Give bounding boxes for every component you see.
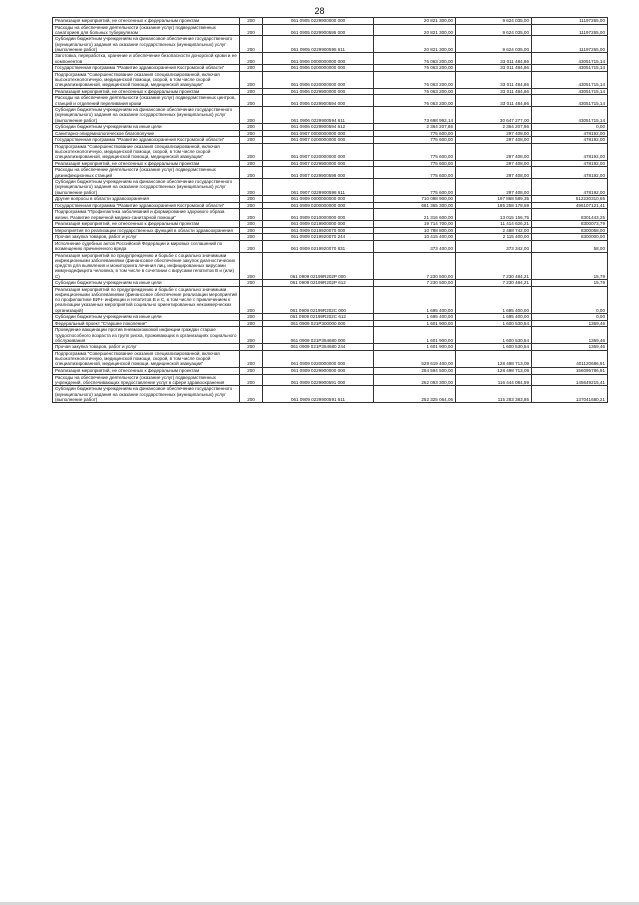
code-cell: 200 xyxy=(240,65,263,72)
expense-name-cell: Реализация мероприятий, не отнесенных к федеральным проектам xyxy=(53,18,240,25)
unexecuted-amount-cell: 478192,00 xyxy=(532,137,608,144)
expense-name-cell: Прочая закупка товаров, работ и услуг xyxy=(53,344,240,351)
approved-amount-cell: 775 600,00 xyxy=(374,143,456,160)
expense-name-cell: Расходы на обеспечение деятельности (оказание услуг) подведомственных санаториев для больных туберкулезом xyxy=(53,24,240,36)
unexecuted-amount-cell: 8300000,00 xyxy=(532,234,608,241)
code-cell: 200 xyxy=(240,221,263,228)
expense-name-cell: Субсидии бюджетным учреждениям на финансовое обеспечение государственного (муниципального) задания на оказание государственных (муниципальных) услуг (выполнение работ) xyxy=(53,386,240,403)
expense-name-cell: Реализация мероприятий по предупреждению и борьбе с социально значимыми инфекционными заболеваниями (финансовое обеспечение закупок диагностических средств для выявления и мониторинга лечения лиц, инфицированных вирусами иммунодефицита человека, в том числе в сочетании с вирусами гепатитов В и (или) С) xyxy=(53,252,240,280)
table-row xyxy=(53,65,608,72)
expense-name-cell: Государственная программа "Развитие здравоохранения Костромской области" xyxy=(53,65,240,72)
expense-name-cell: Исполнение судебных актов Российской Федерации и мировых соглашений по возмещению причиненного вреда xyxy=(53,240,240,252)
expense-name-cell: Санитарно-эпидемиологическое благополучие xyxy=(53,130,240,137)
executed-amount-cell: 1 600 530,54 xyxy=(456,344,532,351)
page-number: 28 xyxy=(314,6,325,16)
expense-name-cell: Расходы на обеспечение деятельности (оказание услуг) подведомственных учреждений, обеспечивающих предоставление услуг в сфере здравоохранения xyxy=(53,374,240,386)
unexecuted-amount-cell: 43051715,14 xyxy=(532,71,608,88)
code-cell: 200 xyxy=(240,71,263,88)
approved-amount-cell: 76 063 200,00 xyxy=(374,71,456,88)
table-row xyxy=(53,314,608,321)
table-row xyxy=(53,130,608,137)
expense-name-cell: Реализация мероприятий, не отнесенных к федеральным проектам xyxy=(53,367,240,374)
approved-amount-cell: 775 600,00 xyxy=(374,130,456,137)
expense-name-cell: Реализация мероприятий, не отнесенных к федеральным проектам xyxy=(53,221,240,228)
budget-code-cell: 061 0909 0219920070 831 xyxy=(263,240,374,252)
approved-amount-cell: 20 821 300,00 xyxy=(374,36,456,53)
unexecuted-amount-cell: 58,00 xyxy=(532,240,608,252)
executed-amount-cell: 1 600 530,54 xyxy=(456,327,532,344)
unexecuted-amount-cell: 478192,00 xyxy=(532,179,608,196)
executed-amount-cell: 1 695 400,00 xyxy=(456,286,532,314)
executed-amount-cell: 7 230 484,21 xyxy=(456,252,532,280)
executed-amount-cell: 1 600 530,54 xyxy=(456,320,532,327)
budget-code-cell: 061 0907 0229900000 000 xyxy=(263,160,374,167)
code-cell: 200 xyxy=(240,234,263,241)
approved-amount-cell: 2 364 207,86 xyxy=(374,124,456,131)
table-row xyxy=(53,240,608,252)
budget-code-cell: 061 0905 0229900000 000 xyxy=(263,18,374,25)
code-cell: 200 xyxy=(240,374,263,386)
unexecuted-amount-cell: 145649215,41 xyxy=(532,374,608,386)
budget-code-cell: 061 0909 0220000000 000 xyxy=(263,350,374,367)
table-row xyxy=(53,386,608,403)
code-cell: 200 xyxy=(240,18,263,25)
code-cell: 200 xyxy=(240,252,263,280)
executed-amount-cell: 11 414 626,21 xyxy=(456,221,532,228)
approved-amount-cell: 252 325 064,06 xyxy=(374,386,456,403)
code-cell: 200 xyxy=(240,286,263,314)
code-cell: 200 xyxy=(240,124,263,131)
budget-code-cell: 061 0907 0000000000 000 xyxy=(263,130,374,137)
executed-amount-cell: 2 488 742,00 xyxy=(456,227,532,234)
unexecuted-amount-cell: 137041680,21 xyxy=(532,386,608,403)
budget-code-cell: 061 0906 0000000000 000 xyxy=(263,53,374,65)
unexecuted-amount-cell: 156095786,91 xyxy=(532,367,608,374)
expense-name-cell: Субсидии бюджетным учреждениям на финансовое обеспечение государственного (муниципального) задания на оказание государственных (муниципальных) услуг (выполнение работ) xyxy=(53,179,240,196)
table-row xyxy=(53,24,608,36)
table-row xyxy=(53,124,608,131)
table-row xyxy=(53,234,608,241)
code-cell: 200 xyxy=(240,202,263,209)
unexecuted-amount-cell: 478192,00 xyxy=(532,167,608,179)
executed-amount-cell: 33 011 484,86 xyxy=(456,71,532,88)
code-cell: 200 xyxy=(240,137,263,144)
approved-amount-cell: 775 600,00 xyxy=(374,160,456,167)
budget-code-cell: 061 0909 0229900591 611 xyxy=(263,386,374,403)
unexecuted-amount-cell: 43051715,14 xyxy=(532,107,608,124)
executed-amount-cell: 115 283 383,85 xyxy=(456,386,532,403)
budget-code-cell: 061 0906 0220000000 000 xyxy=(263,71,374,88)
expense-name-cell: Федеральный проект "Старшее поколение" xyxy=(53,320,240,327)
executed-amount-cell: 33 011 484,86 xyxy=(456,53,532,65)
budget-code-cell: 061 0909 0219920070 244 xyxy=(263,234,374,241)
expense-name-cell: Субсидии бюджетным учреждениям на иные цели xyxy=(53,314,240,321)
approved-amount-cell: 76 063 200,00 xyxy=(374,65,456,72)
budget-code-cell: 061 0909 02199R202Р 612 xyxy=(263,280,374,287)
executed-amount-cell: 297 408,00 xyxy=(456,179,532,196)
approved-amount-cell: 76 063 200,00 xyxy=(374,88,456,95)
code-cell: 200 xyxy=(240,36,263,53)
budget-code-cell: 061 0909 0000000000 000 xyxy=(263,196,374,203)
code-cell: 200 xyxy=(240,327,263,344)
table-row xyxy=(53,227,608,234)
table-row xyxy=(53,196,608,203)
expense-name-cell: Государственная программа "Развитие здравоохранения Костромской области" xyxy=(53,137,240,144)
table-row xyxy=(53,18,608,25)
code-cell: 200 xyxy=(240,320,263,327)
budget-code-cell: 061 0907 0200000000 000 xyxy=(263,137,374,144)
approved-amount-cell: 775 600,00 xyxy=(374,167,456,179)
table-row xyxy=(53,286,608,314)
unexecuted-amount-cell: 478192,00 xyxy=(532,160,608,167)
unexecuted-amount-cell: 1369,46 xyxy=(532,327,608,344)
executed-amount-cell: 30 647 277,00 xyxy=(456,107,532,124)
expense-name-cell: Субсидии бюджетным учреждениям на финансовое обеспечение государственного (муниципального) задания на оказание государственных (муниципальных) услуг (выполнение работ) xyxy=(53,36,240,53)
budget-code-cell: 061 0909 0229900000 000 xyxy=(263,367,374,374)
expense-name-cell: Расходы на обеспечение деятельности (оказание услуг) подведомственных центров, станций и отделений переливания крови xyxy=(53,95,240,107)
code-cell: 200 xyxy=(240,367,263,374)
approved-amount-cell: 775 600,00 xyxy=(374,137,456,144)
approved-amount-cell: 373 400,00 xyxy=(374,240,456,252)
table-row xyxy=(53,252,608,280)
budget-code-cell: 061 0907 0229900598 000 xyxy=(263,167,374,179)
table-row xyxy=(53,344,608,351)
executed-amount-cell: 297 408,00 xyxy=(456,130,532,137)
code-cell: 200 xyxy=(240,209,263,221)
unexecuted-amount-cell: 43051715,14 xyxy=(532,53,608,65)
approved-amount-cell: 1 695 400,00 xyxy=(374,286,456,314)
budget-code-cell: 061 0906 0200000000 000 xyxy=(263,65,374,72)
code-cell: 200 xyxy=(240,160,263,167)
unexecuted-amount-cell: 15,79 xyxy=(532,252,608,280)
table-row xyxy=(53,137,608,144)
unexecuted-amount-cell: 11197265,00 xyxy=(532,36,608,53)
unexecuted-amount-cell: 0,00 xyxy=(532,314,608,321)
table-row xyxy=(53,95,608,107)
approved-amount-cell: 20 821 300,00 xyxy=(374,18,456,25)
code-cell: 200 xyxy=(240,143,263,160)
budget-code-cell: 061 0909 0200000000 000 xyxy=(263,202,374,209)
table-row xyxy=(53,280,608,287)
budget-code-cell: 061 0909 021Р354680 000 xyxy=(263,327,374,344)
budget-code-cell: 061 0909 02199R202Р 000 xyxy=(263,252,374,280)
budget-code-cell: 061 0909 021Р300000 000 xyxy=(263,320,374,327)
executed-amount-cell: 9 624 035,00 xyxy=(456,36,532,53)
expense-name-cell: Подпрограмма "Совершенствование оказания специализированной, включая высокотехнологичную, медицинской помощи, скорой, в том числе скорой специализированной, медицинской помощи, медицинской эвакуации" xyxy=(53,143,240,160)
code-cell: 200 xyxy=(240,240,263,252)
table-row xyxy=(53,350,608,367)
code-cell: 200 xyxy=(240,24,263,36)
table-row xyxy=(53,179,608,196)
unexecuted-amount-cell: 8300058,00 xyxy=(532,227,608,234)
approved-amount-cell: 775 600,00 xyxy=(374,179,456,196)
code-cell: 200 xyxy=(240,179,263,196)
unexecuted-amount-cell: 401120686,91 xyxy=(532,350,608,367)
executed-amount-cell: 185 258 178,59 xyxy=(456,202,532,209)
expense-name-cell: Другие вопросы в области здравоохранения xyxy=(53,196,240,203)
approved-amount-cell: 710 098 900,00 xyxy=(374,196,456,203)
table-row xyxy=(53,143,608,160)
unexecuted-amount-cell: 0,00 xyxy=(532,124,608,131)
budget-code-cell: 061 0906 0229900000 000 xyxy=(263,88,374,95)
executed-amount-cell: 128 498 713,09 xyxy=(456,350,532,367)
approved-amount-cell: 1 601 900,00 xyxy=(374,344,456,351)
table-row xyxy=(53,374,608,386)
code-cell: 200 xyxy=(240,344,263,351)
expense-name-cell: Подпрограмма "Профилактика заболеваний и формирование здорового образа жизни. Развитие первичной медико-санитарной помощи" xyxy=(53,209,240,221)
unexecuted-amount-cell: 0,00 xyxy=(532,286,608,314)
table-row xyxy=(53,320,608,327)
approved-amount-cell: 262 093 300,00 xyxy=(374,374,456,386)
budget-code-cell: 061 0905 0229900595 611 xyxy=(263,36,374,53)
approved-amount-cell: 1 695 400,00 xyxy=(374,314,456,321)
table-row xyxy=(53,107,608,124)
code-cell: 200 xyxy=(240,88,263,95)
executed-amount-cell: 197 868 589,35 xyxy=(456,196,532,203)
unexecuted-amount-cell: 15,79 xyxy=(532,280,608,287)
executed-amount-cell: 297 408,00 xyxy=(456,160,532,167)
executed-amount-cell: 1 695 400,00 xyxy=(456,314,532,321)
unexecuted-amount-cell: 496107121,41 xyxy=(532,202,608,209)
expense-name-cell: Субсидии бюджетным учреждениям на иные цели xyxy=(53,280,240,287)
table-row xyxy=(53,367,608,374)
expense-name-cell: Прочая закупка товаров, работ и услуг xyxy=(53,234,240,241)
table-row xyxy=(53,209,608,221)
executed-amount-cell: 297 408,00 xyxy=(456,137,532,144)
table-row xyxy=(53,221,608,228)
expense-name-cell: Мероприятия по реализации государственных функций в области здравоохранения xyxy=(53,227,240,234)
executed-amount-cell: 33 011 484,86 xyxy=(456,95,532,107)
expense-name-cell: Реализация мероприятий по предупреждению и борьбе с социально значимыми инфекционными заболеваниями (финансовое обеспечение реализации мероприятий по профилактике ВИЧ- инфекции и гепатитов В и С, в том числе с привлечением к реализации указанных мероприятий социально ориентированных некоммерческих организаций) xyxy=(53,286,240,314)
unexecuted-amount-cell: 11197265,00 xyxy=(532,18,608,25)
executed-amount-cell: 33 011 484,86 xyxy=(456,88,532,95)
code-cell: 200 xyxy=(240,350,263,367)
executed-amount-cell: 297 408,00 xyxy=(456,143,532,160)
executed-amount-cell: 9 624 035,00 xyxy=(456,24,532,36)
approved-amount-cell: 7 230 500,00 xyxy=(374,252,456,280)
budget-code-cell: 061 0909 0219900000 000 xyxy=(263,221,374,228)
expense-name-cell: Реализация мероприятий, не отнесенных к федеральным проектам xyxy=(53,160,240,167)
table-row xyxy=(53,36,608,53)
executed-amount-cell: 116 444 084,59 xyxy=(456,374,532,386)
table-row xyxy=(53,71,608,88)
budget-code-cell: 061 0909 0229900591 000 xyxy=(263,374,374,386)
expense-name-cell: Проведение вакцинации против пневмококковой инфекции граждан старше трудоспособного возраста из групп риска, проживающих в организациях социального обслуживания xyxy=(53,327,240,344)
budget-table xyxy=(52,17,608,403)
table-row xyxy=(53,88,608,95)
approved-amount-cell: 284 594 500,00 xyxy=(374,367,456,374)
code-cell: 200 xyxy=(240,227,263,234)
approved-amount-cell: 10 788 800,00 xyxy=(374,227,456,234)
executed-amount-cell: 2 115 400,00 xyxy=(456,234,532,241)
budget-code-cell: 061 0909 0219920070 000 xyxy=(263,227,374,234)
executed-amount-cell: 13 015 156,75 xyxy=(456,209,532,221)
budget-code-cell: 061 0906 0229900594 611 xyxy=(263,107,374,124)
approved-amount-cell: 529 619 400,00 xyxy=(374,350,456,367)
approved-amount-cell: 681 365 300,00 xyxy=(374,202,456,209)
unexecuted-amount-cell: 43051715,14 xyxy=(532,88,608,95)
executed-amount-cell: 297 408,00 xyxy=(456,167,532,179)
budget-code-cell: 061 0906 0229900594 612 xyxy=(263,124,374,131)
approved-amount-cell: 73 698 992,14 xyxy=(374,107,456,124)
expense-name-cell: Субсидии бюджетным учреждениям на финансовое обеспечение государственного (муниципального) задания на оказание государственных (муниципальных) услуг (выполнение работ) xyxy=(53,107,240,124)
budget-code-cell: 061 0909 02199R202С 000 xyxy=(263,286,374,314)
code-cell: 200 xyxy=(240,280,263,287)
approved-amount-cell: 7 230 500,00 xyxy=(374,280,456,287)
unexecuted-amount-cell: 43051715,14 xyxy=(532,65,608,72)
table-row xyxy=(53,202,608,209)
code-cell: 200 xyxy=(240,130,263,137)
executed-amount-cell: 2 364 207,86 xyxy=(456,124,532,131)
table-row xyxy=(53,327,608,344)
budget-table-body xyxy=(53,18,608,403)
expense-name-cell: Государственная программа "Развитие здравоохранения Костромской области" xyxy=(53,202,240,209)
budget-code-cell: 061 0909 021Р354680 244 xyxy=(263,344,374,351)
code-cell: 200 xyxy=(240,53,263,65)
unexecuted-amount-cell: 1369,46 xyxy=(532,320,608,327)
executed-amount-cell: 373 342,00 xyxy=(456,240,532,252)
approved-amount-cell: 1 601 900,00 xyxy=(374,320,456,327)
code-cell: 200 xyxy=(240,167,263,179)
unexecuted-amount-cell: 1369,46 xyxy=(532,344,608,351)
budget-code-cell: 061 0909 02199R202С 612 xyxy=(263,314,374,321)
unexecuted-amount-cell: 11197265,00 xyxy=(532,24,608,36)
executed-amount-cell: 7 230 484,21 xyxy=(456,280,532,287)
executed-amount-cell: 128 498 713,09 xyxy=(456,367,532,374)
unexecuted-amount-cell: 8300073,79 xyxy=(532,221,608,228)
expense-name-cell: Заготовка, переработка, хранение и обеспечение безопасности донорской крови и ее компонентов xyxy=(53,53,240,65)
unexecuted-amount-cell: 478192,00 xyxy=(532,130,608,137)
table-row xyxy=(53,53,608,65)
table-row xyxy=(53,160,608,167)
approved-amount-cell: 21 316 600,00 xyxy=(374,209,456,221)
approved-amount-cell: 20 821 300,00 xyxy=(374,24,456,36)
approved-amount-cell: 1 601 900,00 xyxy=(374,327,456,344)
unexecuted-amount-cell: 8301443,25 xyxy=(532,209,608,221)
expense-name-cell: Расходы на обеспечение деятельности (оказание услуг) подведомственных дезинфекционных станций xyxy=(53,167,240,179)
unexecuted-amount-cell: 478192,00 xyxy=(532,143,608,160)
approved-amount-cell: 76 063 200,00 xyxy=(374,95,456,107)
expense-name-cell: Реализация мероприятий, не отнесенных к федеральным проектам xyxy=(53,88,240,95)
budget-code-cell: 061 0907 0220000000 000 xyxy=(263,143,374,160)
unexecuted-amount-cell: 43051715,14 xyxy=(532,95,608,107)
approved-amount-cell: 76 063 200,00 xyxy=(374,53,456,65)
budget-code-cell: 061 0909 0210000000 000 xyxy=(263,209,374,221)
approved-amount-cell: 19 714 700,00 xyxy=(374,221,456,228)
code-cell: 200 xyxy=(240,314,263,321)
code-cell: 200 xyxy=(240,196,263,203)
executed-amount-cell: 9 624 035,00 xyxy=(456,18,532,25)
expense-name-cell: Подпрограмма "Совершенствование оказания специализированной, включая высокотехнологичную, медицинской помощи, скорой, в том числе скорой специализированной, медицинской помощи, медицинской эвакуации" xyxy=(53,350,240,367)
code-cell: 200 xyxy=(240,386,263,403)
approved-amount-cell: 10 415 400,00 xyxy=(374,234,456,241)
budget-code-cell: 061 0907 0229900598 611 xyxy=(263,179,374,196)
code-cell: 200 xyxy=(240,107,263,124)
expense-name-cell: Подпрограмма "Совершенствование оказания специализированной, включая высокотехнологичную, медицинской помощи, скорой, в том числе скорой специализированной, медицинской помощи, медицинской эвакуации" xyxy=(53,71,240,88)
unexecuted-amount-cell: 512230310,65 xyxy=(532,196,608,203)
code-cell: 200 xyxy=(240,95,263,107)
expense-name-cell: Субсидии бюджетным учреждениям на иные цели xyxy=(53,124,240,131)
budget-code-cell: 061 0906 0229900594 000 xyxy=(263,95,374,107)
budget-code-cell: 061 0905 0229900595 000 xyxy=(263,24,374,36)
executed-amount-cell: 33 011 484,86 xyxy=(456,65,532,72)
table-row xyxy=(53,167,608,179)
